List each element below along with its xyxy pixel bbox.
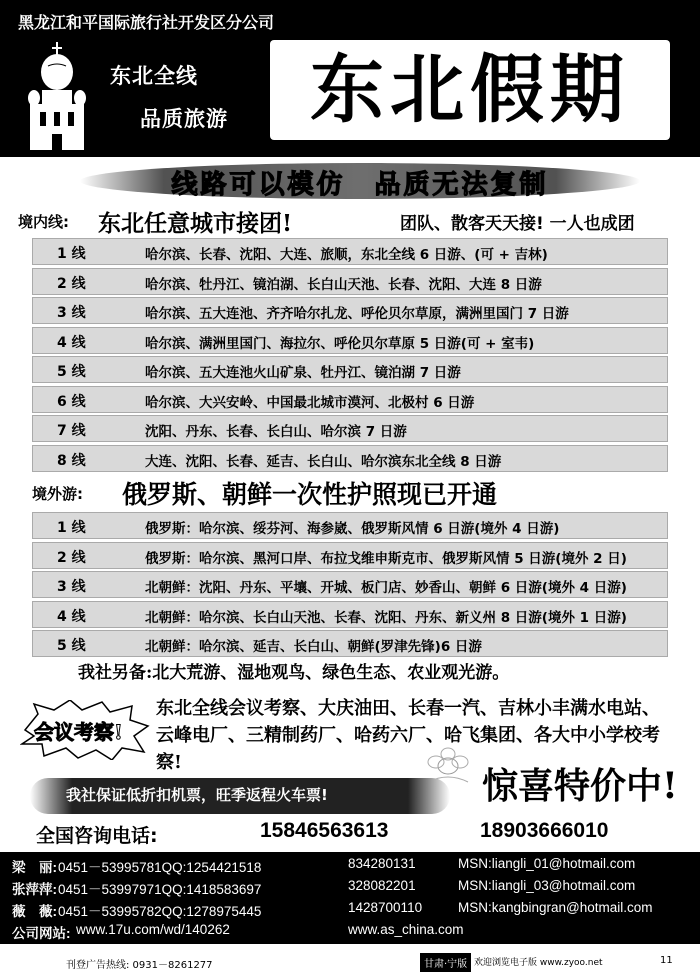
route-number: 2 线: [57, 275, 86, 292]
international-routes: [32, 512, 668, 660]
route-description: 哈尔滨、五大连池火山矿泉、牡丹江、镜泊湖 7 日游: [145, 365, 461, 381]
route-number: 2 线: [57, 549, 86, 566]
contact-block: [0, 852, 700, 944]
page-number: 11: [660, 955, 673, 966]
website-link-2[interactable]: www.as_china.com: [348, 922, 464, 937]
contact-row: [0, 856, 700, 876]
route-description: 北朝鲜：沈阳、丹东、平壤、开城、板门店、妙香山、朝鲜 6 日游(境外 4 日游): [145, 580, 627, 596]
hotline-phone-2[interactable]: 18903666010: [480, 819, 609, 842]
contact-name: 梁 丽:: [12, 860, 57, 875]
meeting-badge-text: 会议考察!: [34, 720, 123, 744]
slogan-northeast: 东北全线: [110, 64, 198, 88]
route-row: [32, 268, 668, 295]
website-label: 公司网站:: [12, 926, 71, 941]
ticket-text: 我社保证低折扣机票，旺季返程火车票!: [66, 786, 328, 804]
footer: [0, 950, 700, 973]
domestic-routes: [32, 238, 668, 474]
meeting-description: 东北全线会议考察、大庆油田、长春一汽、吉林小丰满水电站、云峰电厂、三精制药厂、哈药六厂、哈飞集团、各大中小学校考察!: [156, 698, 660, 773]
route-number: 3 线: [57, 305, 86, 321]
route-row: [32, 238, 668, 265]
hotline-phone-1[interactable]: 15846563613: [260, 819, 389, 842]
route-row: [32, 542, 668, 569]
meeting-badge: [20, 700, 150, 760]
route-row: [32, 327, 668, 354]
route-row: [32, 630, 668, 657]
route-row: [32, 512, 668, 539]
route-description: 沈阳、丹东、长春、长白山、哈尔滨 7 日游: [145, 424, 407, 440]
website-link[interactable]: www.17u.com/wd/140262: [76, 922, 230, 937]
contact-name: 薇 薇:: [12, 904, 57, 919]
route-description: 哈尔滨、大兴安岭、中国最北城市漠河、北极村 6 日游: [145, 394, 475, 411]
logo: [270, 40, 670, 140]
route-number: 3 线: [57, 579, 86, 595]
route-number: 5 线: [57, 364, 86, 380]
route-description: 哈尔滨、五大连池、齐齐哈尔扎龙、呼伦贝尔草原，满洲里国门 7 日游: [145, 306, 569, 322]
route-description: 哈尔滨、满洲里国门、海拉尔、呼伦贝尔草原 5 日游(可 + 室韦): [145, 335, 535, 352]
contact-tel: 0451－53995782QQ:1278975445: [58, 904, 262, 919]
contact-row: [0, 900, 700, 920]
route-description: 北朝鲜：哈尔滨、延吉、长白山、朝鲜(罗津先锋)6 日游: [145, 639, 482, 655]
edition-tag: 甘肃·宁版: [420, 953, 471, 972]
contact-msn[interactable]: MSN:liangli_01@hotmail.com: [458, 856, 636, 871]
contact-qq: 1428700110: [348, 900, 423, 915]
slogan-quality: 品质旅游: [140, 107, 228, 131]
church-icon: [22, 40, 92, 150]
route-number: 6 线: [57, 393, 86, 410]
route-row: [32, 415, 668, 442]
ad-hotline: 刊登广告热线: 0931－8261277: [66, 960, 213, 971]
domestic-note: 团队、散客天天接! 一人也成团: [400, 214, 635, 234]
route-description: 大连、沈阳、长春、延吉、长白山、哈尔滨东北全线 8 日游: [145, 453, 502, 470]
route-number: 7 线: [57, 423, 86, 439]
route-description: 哈尔滨、牡丹江、镜泊湖、长白山天池、长春、沈阳、大连 8 日游: [145, 276, 542, 293]
logo-text: 东北假期: [310, 47, 630, 133]
domestic-heading: [14, 205, 694, 235]
route-number: 1 线: [57, 520, 86, 536]
route-number: 1 线: [57, 246, 86, 262]
contact-name: 张萍萍:: [12, 882, 57, 897]
header: [0, 0, 700, 157]
contact-row: [0, 922, 700, 942]
route-row: [32, 297, 668, 324]
route-row: [32, 386, 668, 413]
other-tours: 我社另备:北大荒游、湿地观鸟、绿色生态、农业观光游。: [78, 663, 510, 683]
route-description: 俄罗斯：哈尔滨、黑河口岸、布拉戈维申斯克市、俄罗斯风情 5 日游(境外 2 日): [145, 550, 627, 567]
route-row: [32, 601, 668, 628]
contact-row: [0, 878, 700, 898]
company-name: 黑龙江和平国际旅行社开发区分公司: [18, 13, 275, 32]
contact-msn[interactable]: MSN:liangli_03@hotmail.com: [458, 878, 636, 893]
route-description: 哈尔滨、长春、沈阳、大连、旅顺，东北全线 6 日游、(可 + 吉林): [145, 247, 548, 263]
contact-qq: 834280131: [348, 856, 416, 871]
domestic-slogan: 东北任意城市接团!: [98, 210, 293, 237]
route-number: 8 线: [57, 452, 86, 469]
welcome-text: 欢迎浏览电子版 www.zyoo.net: [474, 958, 603, 968]
route-row: [32, 571, 668, 598]
contact-tel: 0451－53997971QQ:1418583697: [58, 882, 262, 897]
international-label: 境外游:: [32, 485, 83, 503]
contact-qq: 328082201: [348, 878, 416, 893]
route-number: 4 线: [57, 334, 86, 351]
route-description: 俄罗斯：哈尔滨、绥芬河、海参崴、俄罗斯风情 6 日游(境外 4 日游): [145, 521, 560, 537]
international-slogan: 俄罗斯、朝鲜一次性护照现已开通: [122, 480, 498, 509]
route-number: 5 线: [57, 638, 86, 654]
route-description: 北朝鲜：哈尔滨、长白山天池、长春、沈阳、丹东、新义州 8 日游(境外 1 日游): [145, 609, 627, 626]
contact-tel: 0451－53995781QQ:1254421518: [58, 860, 262, 875]
route-number: 4 线: [57, 608, 86, 625]
route-row: [32, 445, 668, 472]
domestic-label: 境内线:: [18, 213, 69, 231]
motto: 线路可以模仿 品质无法复制: [171, 170, 549, 200]
hotline-label: 全国咨询电话:: [36, 825, 158, 847]
contact-msn[interactable]: MSN:kangbingran@hotmail.com: [458, 900, 653, 915]
route-row: [32, 356, 668, 383]
special-offer: 惊喜特价中!: [482, 765, 678, 807]
international-heading: [14, 475, 694, 509]
